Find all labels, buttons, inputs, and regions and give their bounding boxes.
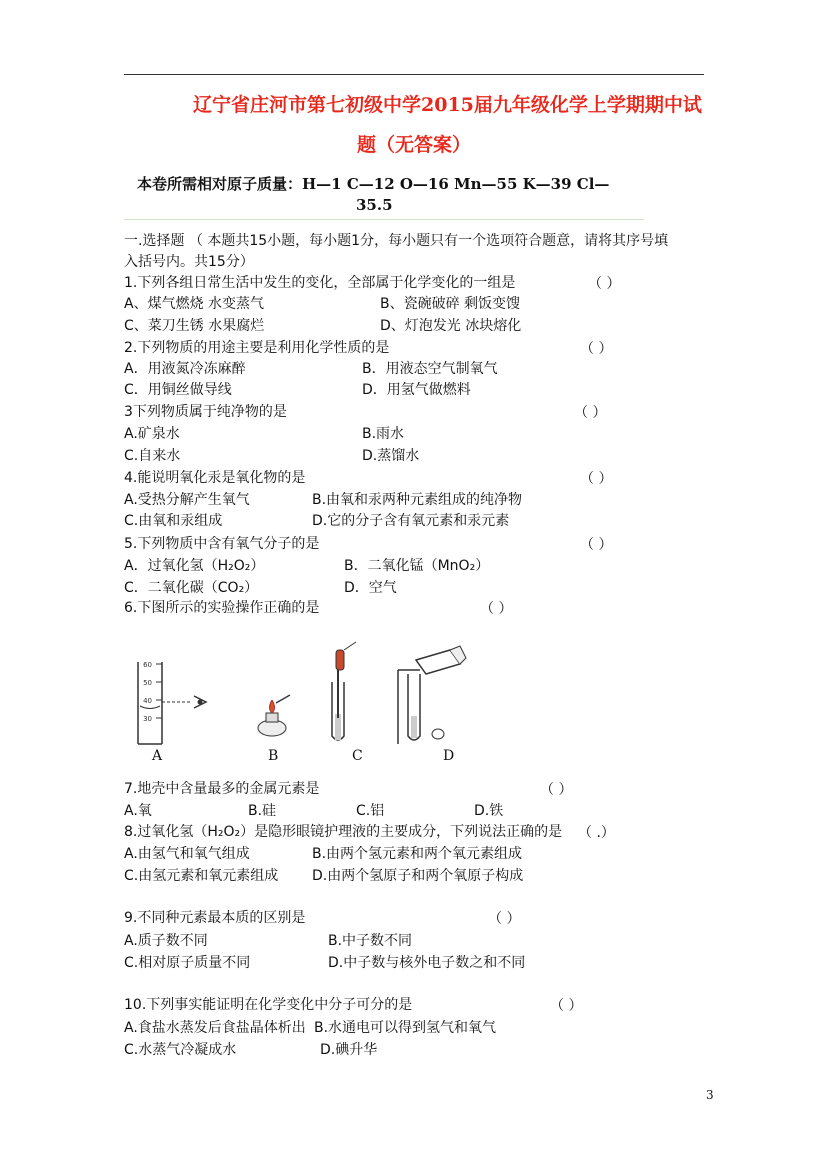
figure-label-b: B (268, 748, 279, 764)
q7-option-b: B.硅 (248, 803, 277, 819)
q9-option-b: B.中子数不同 (328, 933, 413, 949)
atomic-mass-line1: 本卷所需相对原子质量：H—1 C—12 O—16 Mn—55 K—39 Cl— (137, 175, 610, 193)
graduated-cylinder-icon (138, 661, 192, 744)
q3-option-c: C.自来水 (124, 448, 181, 464)
divider (124, 219, 644, 220)
q7-option-d: D.铁 (474, 803, 504, 819)
q1-option-b: B、瓷碗破碎 剩饭变馊 (380, 296, 521, 312)
q4-option-b: B.由氧和汞两种元素组成的纯净物 (312, 492, 523, 508)
question-5-stem: 5.下列物质中含有氧气分子的是 (124, 536, 320, 552)
q9-option-d: D.中子数与核外电子数之和不同 (328, 955, 526, 971)
q2-option-a: A．用液氮冷冻麻醉 (124, 361, 246, 377)
pouring-test-tube-icon (398, 646, 466, 744)
test-tube-dropper-icon (332, 642, 356, 740)
question-10-stem: 10.下列事实能证明在化学变化中分子可分的是 (124, 997, 413, 1013)
q8-option-a: A.由氢气和氧气组成 (124, 846, 250, 862)
q5-option-d: D．空气 (344, 580, 397, 596)
answer-blank-10[interactable]: （ ） (550, 998, 583, 1014)
q1-option-d: D、灯泡发光 冰块熔化 (380, 318, 522, 334)
question-2-stem: 2.下列物质的用途主要是利用化学性质的是 (124, 340, 390, 356)
q10-option-d: D.碘升华 (320, 1042, 378, 1058)
alcohol-lamp-icon (258, 695, 290, 736)
question-1-stem: 1.下列各组日常生活中发生的变化，全部属于化学变化的一组是 (124, 275, 516, 291)
eye-icon (194, 696, 206, 708)
question-4-stem: 4.能说明氧化汞是氧化物的是 (124, 470, 306, 486)
atomic-mass-line2: 35.5 (356, 196, 393, 214)
answer-blank-9[interactable]: （ ） (488, 911, 521, 927)
question-6-stem: 6.下图所示的实验操作正确的是 (124, 600, 320, 616)
q10-option-a: A.食盐水蒸发后食盐晶体析出 (124, 1020, 306, 1036)
q2-option-c: C．用铜丝做导线 (124, 382, 232, 398)
q3-option-d: D.蒸馏水 (362, 448, 420, 464)
cylinder-tick-50: 50 (143, 679, 152, 687)
q7-option-c: C.铝 (356, 803, 385, 819)
answer-blank-4[interactable]: （ ） (580, 471, 613, 487)
q3-option-a: A.矿泉水 (124, 426, 180, 442)
q5-option-c: C．二氧化碳（CO₂） (124, 580, 259, 596)
answer-blank-6[interactable]: （ ） (480, 601, 513, 617)
q4-option-c: C.由氧和汞组成 (124, 513, 223, 529)
page-title-line2: 题（无答案） (357, 134, 472, 156)
q5-option-a: A．过氧化氢（H₂O₂） (124, 558, 265, 574)
answer-blank-5[interactable]: （ ） (580, 537, 613, 553)
q9-option-a: A.质子数不同 (124, 933, 208, 949)
q5-option-b: B．二氧化锰（MnO₂） (344, 558, 490, 574)
q8-option-b: B.由两个氢元素和两个氧元素组成 (312, 846, 523, 862)
q7-option-a: A.氧 (124, 803, 152, 819)
answer-blank-8[interactable]: （ .） (578, 825, 615, 841)
q10-option-c: C.水蒸气冷凝成水 (124, 1042, 237, 1058)
answer-blank-1[interactable]: （ ） (588, 276, 621, 292)
q8-option-c: C.由氢元素和氧元素组成 (124, 868, 279, 884)
cylinder-tick-30: 30 (143, 715, 152, 723)
page-number: 3 (706, 1088, 714, 1102)
answer-blank-3[interactable]: （ ） (574, 405, 607, 421)
q10-option-b: B.水通电可以得到氢气和氧气 (314, 1020, 497, 1036)
q4-option-d: D.它的分子含有氧元素和汞元素 (312, 513, 510, 529)
question-3-stem: 3下列物质属于纯净物的是 (124, 404, 287, 420)
cylinder-tick-40: 40 (143, 697, 152, 705)
q8-option-d: D.由两个氢原子和两个氧原子构成 (312, 868, 524, 884)
page-title-line1: 辽宁省庄河市第七初级中学2015届九年级化学上学期期中试 (193, 94, 702, 116)
lab-operations-figure (120, 640, 480, 748)
q1-option-c: C、菜刀生锈 水果腐烂 (124, 318, 265, 334)
question-8-stem: 8.过氧化氢（H₂O₂）是隐形眼镜护理液的主要成分，下列说法正确的是 (124, 824, 563, 840)
q2-option-d: D．用氢气做燃料 (362, 382, 471, 398)
section-intro-2: 入括号内。共15分） (124, 254, 254, 270)
cylinder-tick-60: 60 (143, 661, 152, 669)
question-7-stem: 7.地壳中含量最多的金属元素是 (124, 781, 320, 797)
top-rule (124, 74, 704, 75)
figure-label-a: A (152, 748, 163, 764)
section-intro-1: 一.选择题 （ 本题共15小题，每小题1分，每小题只有一个选项符合题意，请将其序号填 (124, 233, 669, 249)
q2-option-b: B．用液态空气制氧气 (362, 361, 498, 377)
q3-option-b: B.雨水 (362, 426, 405, 442)
q4-option-a: A.受热分解产生氧气 (124, 492, 250, 508)
q1-option-a: A、煤气燃烧 水变蒸气 (124, 296, 265, 312)
figure-label-c: C (352, 748, 363, 764)
q9-option-c: C.相对原子质量不同 (124, 955, 251, 971)
answer-blank-7[interactable]: （ ） (540, 782, 573, 798)
question-9-stem: 9.不同种元素最本质的区别是 (124, 910, 306, 926)
figure-label-d: D (443, 748, 455, 764)
answer-blank-2[interactable]: （ ） (580, 341, 613, 357)
